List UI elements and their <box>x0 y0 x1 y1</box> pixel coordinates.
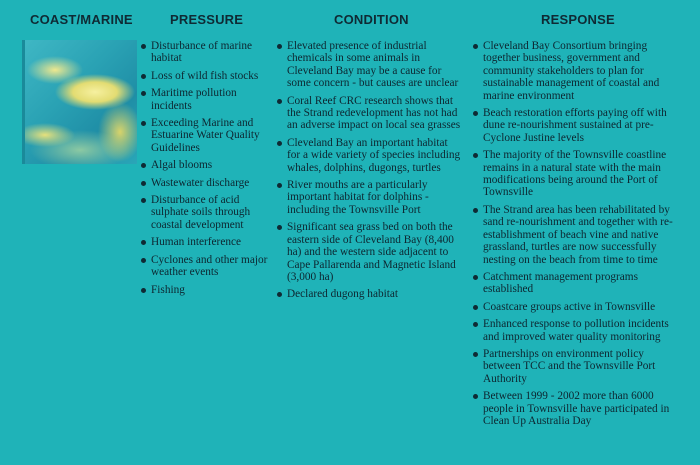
list-item: Wastewater discharge <box>140 177 268 189</box>
list-item: Cleveland Bay Consortium bringing together business, government and community stakeholders to plan for sustainable management of coastal and marine environment <box>472 40 682 102</box>
pressure-list <box>140 40 268 301</box>
list-item: The majority of the Townsville coastline remains in a natural state with the main modifications being around the Port of Townsville <box>472 149 682 199</box>
list-item: Disturbance of marine habitat <box>140 40 268 65</box>
pressure-header: PRESSURE <box>170 12 244 27</box>
list-item: Algal blooms <box>140 159 268 171</box>
response-header: RESPONSE <box>541 12 615 27</box>
list-item: Coral Reef CRC research shows that the Strand redevelopment has not had an adverse impact on local sea grasses <box>276 95 462 132</box>
list-item: Declared dugong habitat <box>276 288 462 300</box>
list-item: Cleveland Bay an important habitat for a wide variety of species including whales, dolphins, dugongs, turtles <box>276 137 462 174</box>
list-item: Loss of wild fish stocks <box>140 70 268 82</box>
list-item: The Strand area has been rehabilitated by sand re-nourishment and together with re-establishment of beach vine and native grassland, turtles are now successfully nesting on the beach from time to time <box>472 204 682 266</box>
list-item: Exceeding Marine and Estuarine Water Quality Guidelines <box>140 117 268 154</box>
list-item: Significant sea grass bed on both the eastern side of Cleveland Bay (8,400 ha) and the western side adjacent to Cape Pallarenda and Magnetic Island (3,000 ha) <box>276 221 462 283</box>
coastal-reef-aerial-image <box>22 40 137 164</box>
condition-list <box>276 40 462 306</box>
list-item: Coastcare groups active in Townsville <box>472 301 682 313</box>
list-item: Between 1999 - 2002 more than 6000 people in Townsville have participated in Clean Up Australia Day <box>472 390 682 427</box>
response-list <box>472 40 682 432</box>
list-item: Catchment management programs established <box>472 271 682 296</box>
list-item: Beach restoration efforts paying off with dune re-nourishment sustained at pre-Cyclone Justine levels <box>472 107 682 144</box>
list-item: Elevated presence of industrial chemicals in some animals in Cleveland Bay may be a cause for some concern - but causes are unclear <box>276 40 462 90</box>
coast-marine-header: COAST/MARINE <box>30 12 133 27</box>
list-item: Maritime pollution incidents <box>140 87 268 112</box>
list-item: River mouths are a particularly important habitat for dolphins - including the Townsville Port <box>276 179 462 216</box>
list-item: Partnerships on environment policy between TCC and the Townsville Port Authority <box>472 348 682 385</box>
list-item: Disturbance of acid sulphate soils through coastal development <box>140 194 268 231</box>
list-item: Enhanced response to pollution incidents and improved water quality monitoring <box>472 318 682 343</box>
list-item: Fishing <box>140 284 268 296</box>
condition-header: CONDITION <box>334 12 409 27</box>
list-item: Cyclones and other major weather events <box>140 254 268 279</box>
list-item: Human interference <box>140 236 268 248</box>
